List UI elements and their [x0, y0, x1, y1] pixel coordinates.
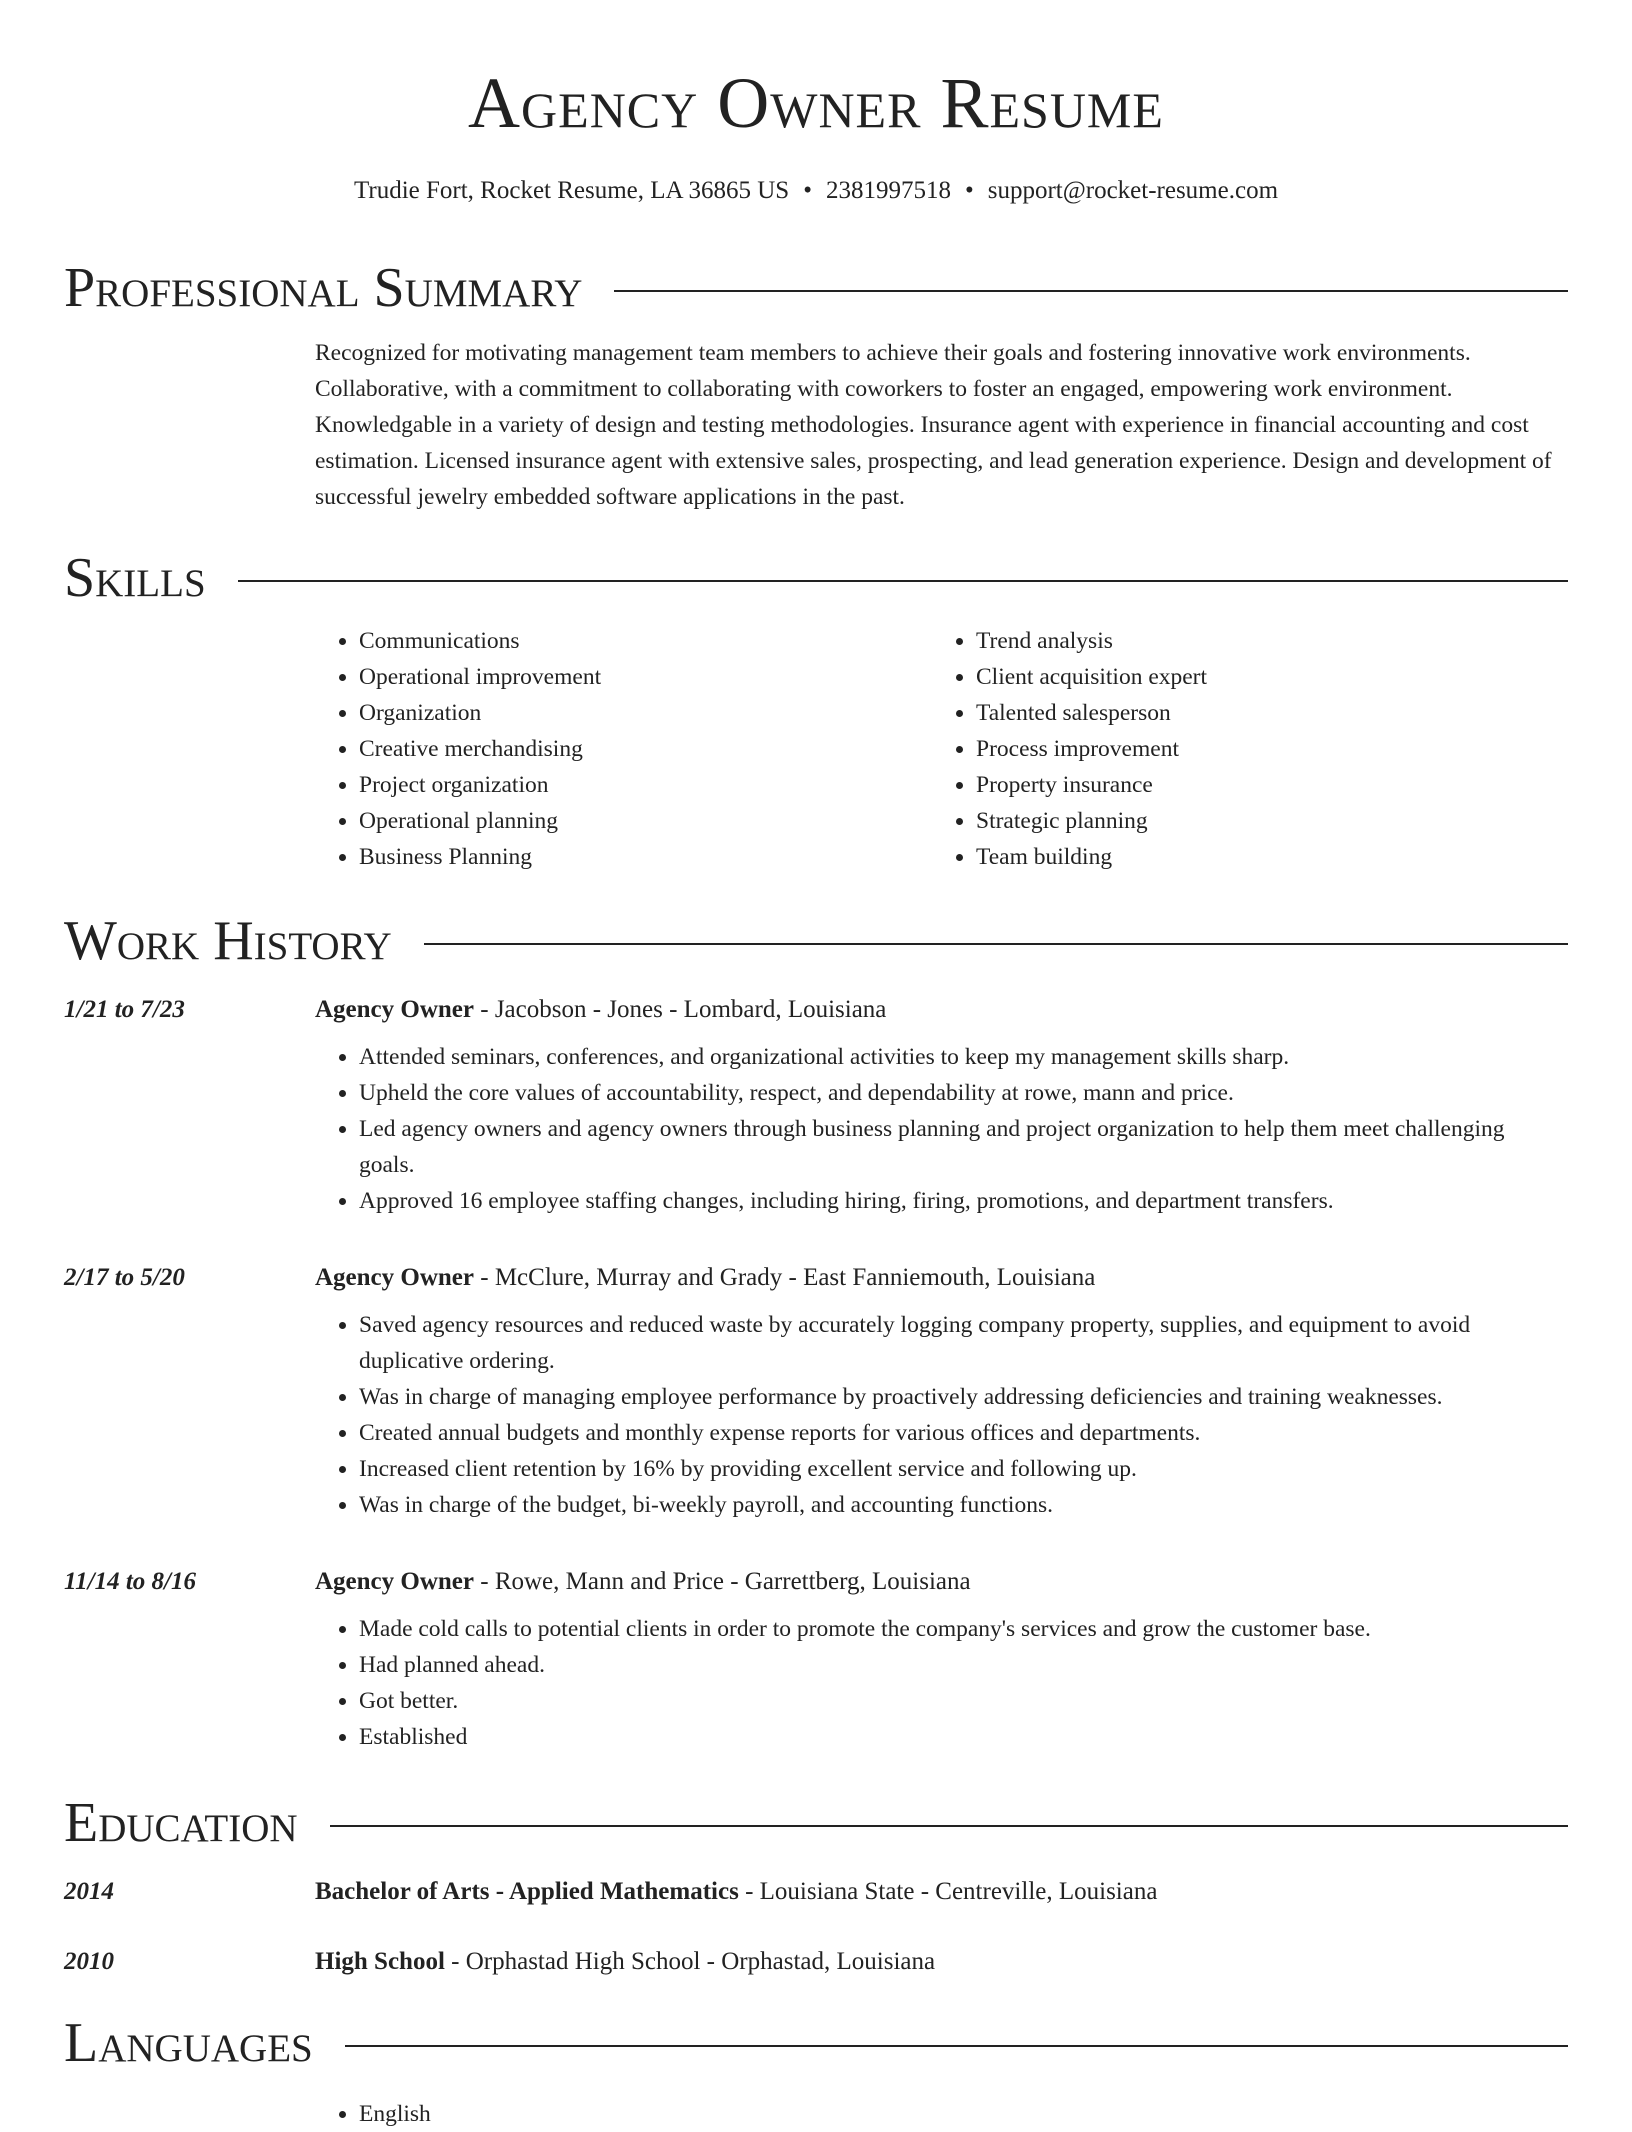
job-bullet: • Had planned ahead. [359, 1647, 1565, 1683]
job-bullet: • Approved 16 employee staffing changes, including hiring, firing, promotions, and department transfers. [359, 1183, 1565, 1219]
job-title: Agency Owner [315, 1264, 474, 1291]
job-dates: 2/17 to 5/20 [64, 1264, 185, 1291]
section-heading-languages: Languages [64, 2012, 313, 2074]
skill-item: • Operational improvement [359, 659, 932, 695]
languages-section [64, 2008, 1568, 2127]
resume-title: Agency Owner Resume [468, 63, 1164, 143]
education-degree: High School [315, 1948, 445, 1975]
job-title-line [315, 1261, 1095, 1295]
contact-phone: 2381997518 [825, 177, 951, 204]
job-bullet: • Upheld the core values of accountability, respect, and dependability at rowe, mann and price. [359, 1075, 1565, 1111]
contact-email: support@rocket-resume.com [987, 177, 1279, 204]
section-header [64, 906, 1568, 976]
section-rule [330, 1825, 1568, 1827]
job-employer: - Rowe, Mann and Price - Garrettberg, Louisiana [474, 1568, 971, 1595]
contact-separator: • [803, 177, 812, 204]
job-title: Agency Owner [315, 1568, 474, 1595]
skill-item: • Organization [359, 695, 932, 731]
job-bullet: • Made cold calls to potential clients in order to promote the company's services and grow the customer base. [359, 1611, 1565, 1647]
education-title-line [315, 1875, 1157, 1909]
contact-address: Trudie Fort, Rocket Resume, LA 36865 US [353, 177, 790, 204]
skill-item: • Property insurance [976, 767, 1549, 803]
languages-list-wrap [315, 2096, 1565, 2132]
education-section [64, 1788, 1568, 1975]
job-bullet: • Created annual budgets and monthly expense reports for various offices and departments. [359, 1415, 1565, 1451]
job-title-line [315, 993, 886, 1027]
skill-item: • Business Planning [359, 839, 932, 875]
job-employer: - Jacobson - Jones - Lombard, Louisiana [474, 996, 887, 1023]
skill-item: • Trend analysis [976, 623, 1549, 659]
section-heading-skills: Skills [64, 547, 206, 609]
languages-list [315, 2096, 1565, 2132]
job-bullet: • Saved agency resources and reduced waste by accurately logging company property, supplies, and equipment to avoid duplicative ordering. [359, 1307, 1565, 1379]
skill-item: • Creative merchandising [359, 731, 932, 767]
section-rule [238, 580, 1568, 582]
contact-separator: • [964, 177, 974, 204]
job-dates: 11/14 to 8/16 [64, 1568, 196, 1595]
skill-item: • Project organization [359, 767, 932, 803]
summary-text: Recognized for motivating management team members to achieve their goals and fostering innovative work environments. Collaborative, with a commitment to collaborating with coworkers to foster an engaged, empowering work environment. Knowledgable in a variety of design and testing methodologies. Insurance agent with experience in financial accounting and cost estimation. Licensed insurance agent with extensive sales, prospecting, and lead generation experience. Design and development of successful jewelry embedded software applications in the past. [315, 340, 1552, 510]
education-year: 2010 [64, 1948, 114, 1975]
summary-section [64, 253, 1568, 510]
education-degree: Bachelor of Arts - Applied Mathematics [315, 1878, 739, 1905]
job-title-line [315, 1565, 971, 1599]
job-bullet: • Led agency owners and agency owners through business planning and project organization to help them meet challenging goals. [359, 1111, 1565, 1183]
work-history-section [64, 906, 1568, 1750]
job-bullets [315, 1039, 1565, 1219]
skill-item: • Client acquisition expert [976, 659, 1549, 695]
section-header [64, 2008, 1568, 2078]
skill-item: • Talented salesperson [976, 695, 1549, 731]
job-bullet: • Attended seminars, conferences, and organizational activities to keep my management skills sharp. [359, 1039, 1565, 1075]
skill-item: • Communications [359, 623, 932, 659]
job-bullet: • Increased client retention by 16% by providing excellent service and following up. [359, 1451, 1565, 1487]
job-employer: - McClure, Murray and Grady - East Fanniemouth, Louisiana [474, 1264, 1096, 1291]
job-bullets [315, 1307, 1565, 1523]
job-bullet: • Was in charge of the budget, bi-weekly payroll, and accounting functions. [359, 1487, 1565, 1523]
skill-item: • Process improvement [976, 731, 1549, 767]
skills-list-left [315, 623, 932, 875]
section-rule [424, 943, 1568, 945]
section-heading-education: Education [64, 1792, 298, 1854]
skill-item: • Team building [976, 839, 1549, 875]
section-header [64, 253, 1568, 323]
education-school: - Louisiana State - Centreville, Louisiana [738, 1878, 1158, 1905]
section-rule [614, 290, 1568, 292]
language-item: • English [359, 2096, 1565, 2132]
job-bullet: • Got better. [359, 1683, 1565, 1719]
section-header [64, 543, 1568, 613]
section-heading-work-history: Work History [64, 910, 392, 972]
skills-section [64, 543, 1568, 870]
education-school: - Orphastad High School - Orphastad, Louisiana [444, 1948, 936, 1975]
section-heading-summary: Professional Summary [64, 257, 583, 319]
skills-columns [315, 623, 1565, 875]
job-bullet: • Was in charge of managing employee performance by proactively addressing deficiencies and training weaknesses. [359, 1379, 1565, 1415]
contact-line [0, 174, 1632, 208]
education-year: 2014 [64, 1878, 114, 1905]
skills-list-right [932, 623, 1549, 875]
skill-item: • Strategic planning [976, 803, 1549, 839]
education-title-line [315, 1945, 935, 1979]
job-dates: 1/21 to 7/23 [64, 996, 185, 1023]
job-bullet: • Established [359, 1719, 1565, 1755]
job-bullets [315, 1611, 1565, 1755]
skill-item: • Operational planning [359, 803, 932, 839]
section-rule [345, 2045, 1568, 2047]
section-header [64, 1788, 1568, 1858]
job-title: Agency Owner [315, 996, 474, 1023]
